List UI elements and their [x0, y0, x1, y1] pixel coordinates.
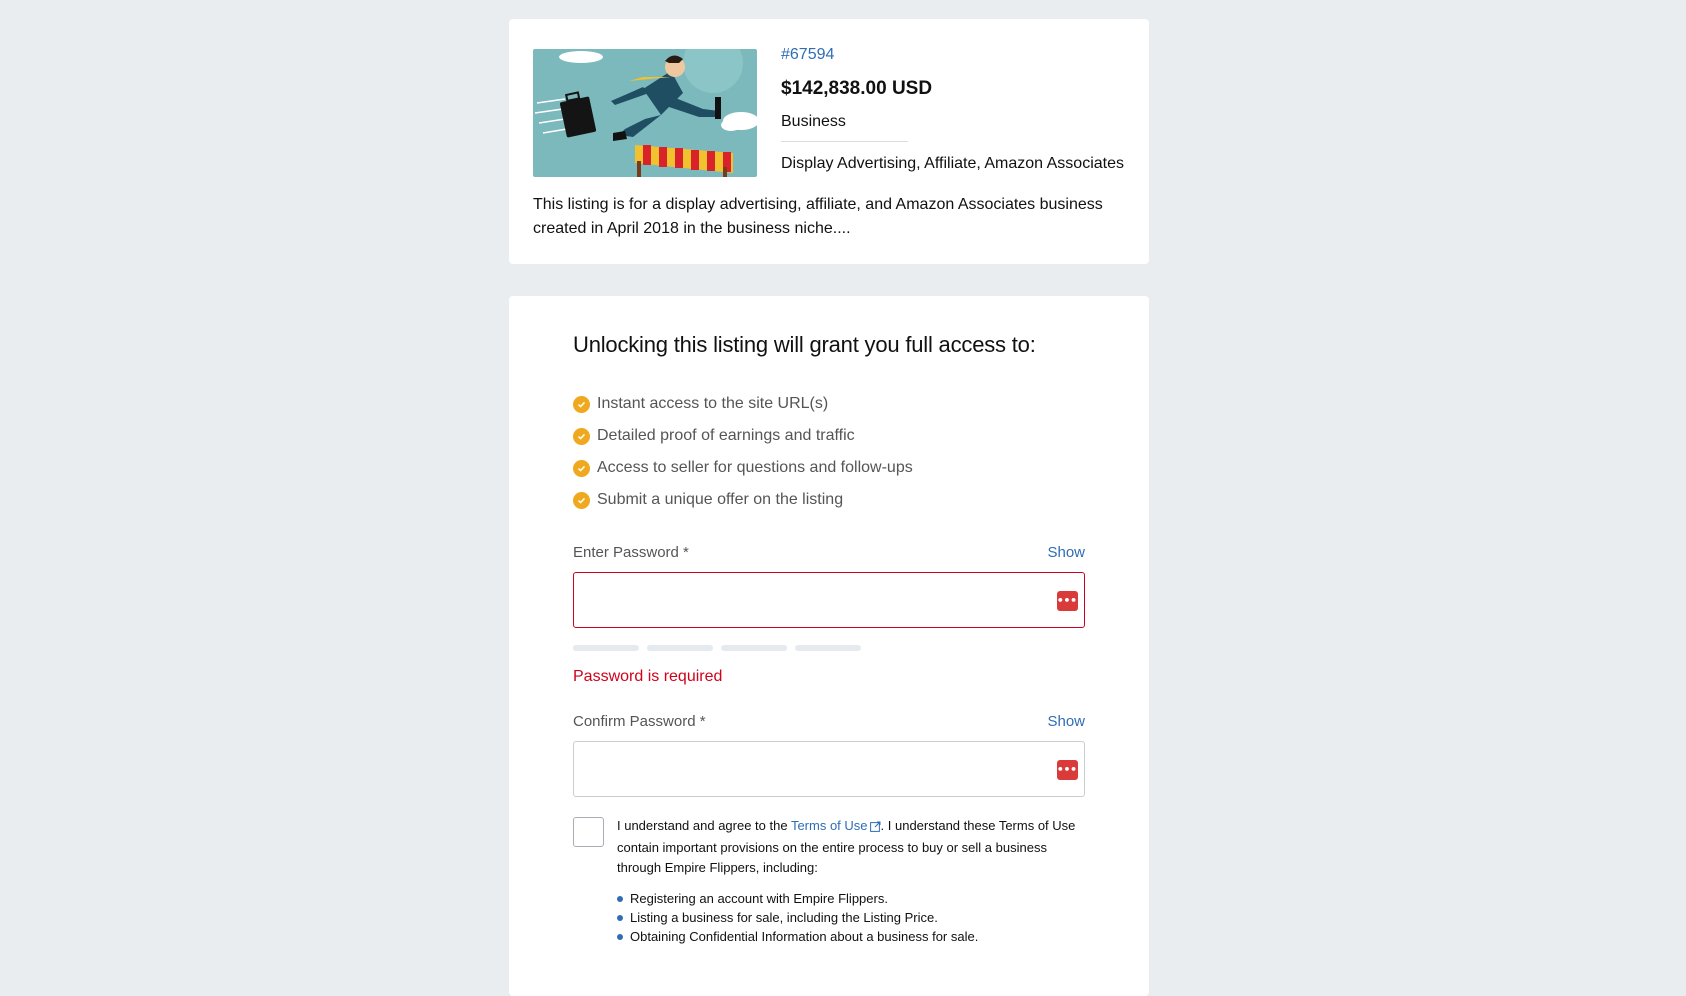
password-label: Enter Password *: [573, 544, 689, 561]
benefit-item: [573, 484, 1085, 516]
unlock-form: [573, 332, 1085, 946]
terms-of-use-link[interactable]: [791, 818, 881, 833]
strength-segment: [573, 645, 639, 651]
confirm-password-label-row: [573, 713, 1085, 730]
password-field[interactable]: [573, 572, 1085, 628]
listing-card: [509, 19, 1149, 264]
benefit-label: Instant access to the site URL(s): [597, 395, 829, 412]
listing-monetization: Display Advertising, Affiliate, Amazon Associates: [781, 155, 1124, 172]
password-strength-meter: [573, 645, 1085, 651]
password-show-toggle[interactable]: Show: [1047, 544, 1085, 561]
strength-segment: [721, 645, 787, 651]
password-manager-icon[interactable]: •••|: [1057, 591, 1078, 611]
confirm-password-field[interactable]: [573, 741, 1085, 797]
benefit-item: [573, 388, 1085, 420]
listing-price: $142,838.00 USD: [781, 78, 933, 99]
unlock-card: [509, 296, 1149, 996]
strength-segment: [647, 645, 713, 651]
password-label-row: [573, 544, 1085, 561]
benefits-list: [573, 388, 1085, 516]
check-icon: [573, 492, 590, 509]
terms-list-item: Listing a business for sale, including the Listing Price.: [617, 908, 1085, 927]
confirm-password-show-toggle[interactable]: Show: [1047, 713, 1085, 730]
password-error: Password is required: [573, 668, 723, 685]
confirm-password-input[interactable]: [574, 742, 1084, 796]
terms-text: [617, 816, 1085, 946]
listing-thumbnail[interactable]: [533, 49, 757, 177]
terms-prefix: I understand and agree to the: [617, 818, 791, 833]
terms-list-item: Obtaining Confidential Information about a business for sale.: [617, 927, 1085, 946]
unlock-heading: Unlocking this listing will grant you full access to:: [573, 332, 1036, 357]
external-link-icon: [870, 818, 881, 838]
listing-id[interactable]: #67594: [781, 46, 835, 63]
check-icon: [573, 428, 590, 445]
check-icon: [573, 460, 590, 477]
confirm-password-label: Confirm Password *: [573, 713, 706, 730]
listing-description: This listing is for a display advertising, affiliate, and Amazon Associates business created in April 2018 in the business niche....: [533, 196, 1103, 237]
benefit-label: Submit a unique offer on the listing: [597, 491, 844, 508]
strength-segment: [795, 645, 861, 651]
benefit-label: Detailed proof of earnings and traffic: [597, 427, 855, 444]
terms-link-label[interactable]: Terms of Use: [790, 818, 868, 833]
terms-checkbox[interactable]: [573, 817, 604, 847]
benefit-label: Access to seller for questions and follow-ups: [597, 459, 913, 476]
terms-suffix: . I understand these Terms of Use contain important provisions on the entire process to buy or sell a business through Empire Flippers, including:: [617, 818, 1076, 875]
terms-agreement: [573, 816, 1085, 946]
benefit-item: [573, 452, 1085, 484]
password-manager-icon[interactable]: •••|: [1057, 760, 1078, 780]
check-icon: [573, 396, 590, 413]
meta-divider: [781, 141, 908, 142]
password-input[interactable]: [574, 573, 1084, 627]
listing-niche: Business: [781, 113, 846, 130]
listing-meta: [781, 46, 1124, 173]
terms-list-item: Registering an account with Empire Flippers.: [617, 889, 1085, 908]
terms-list: [617, 889, 1085, 946]
benefit-item: [573, 420, 1085, 452]
